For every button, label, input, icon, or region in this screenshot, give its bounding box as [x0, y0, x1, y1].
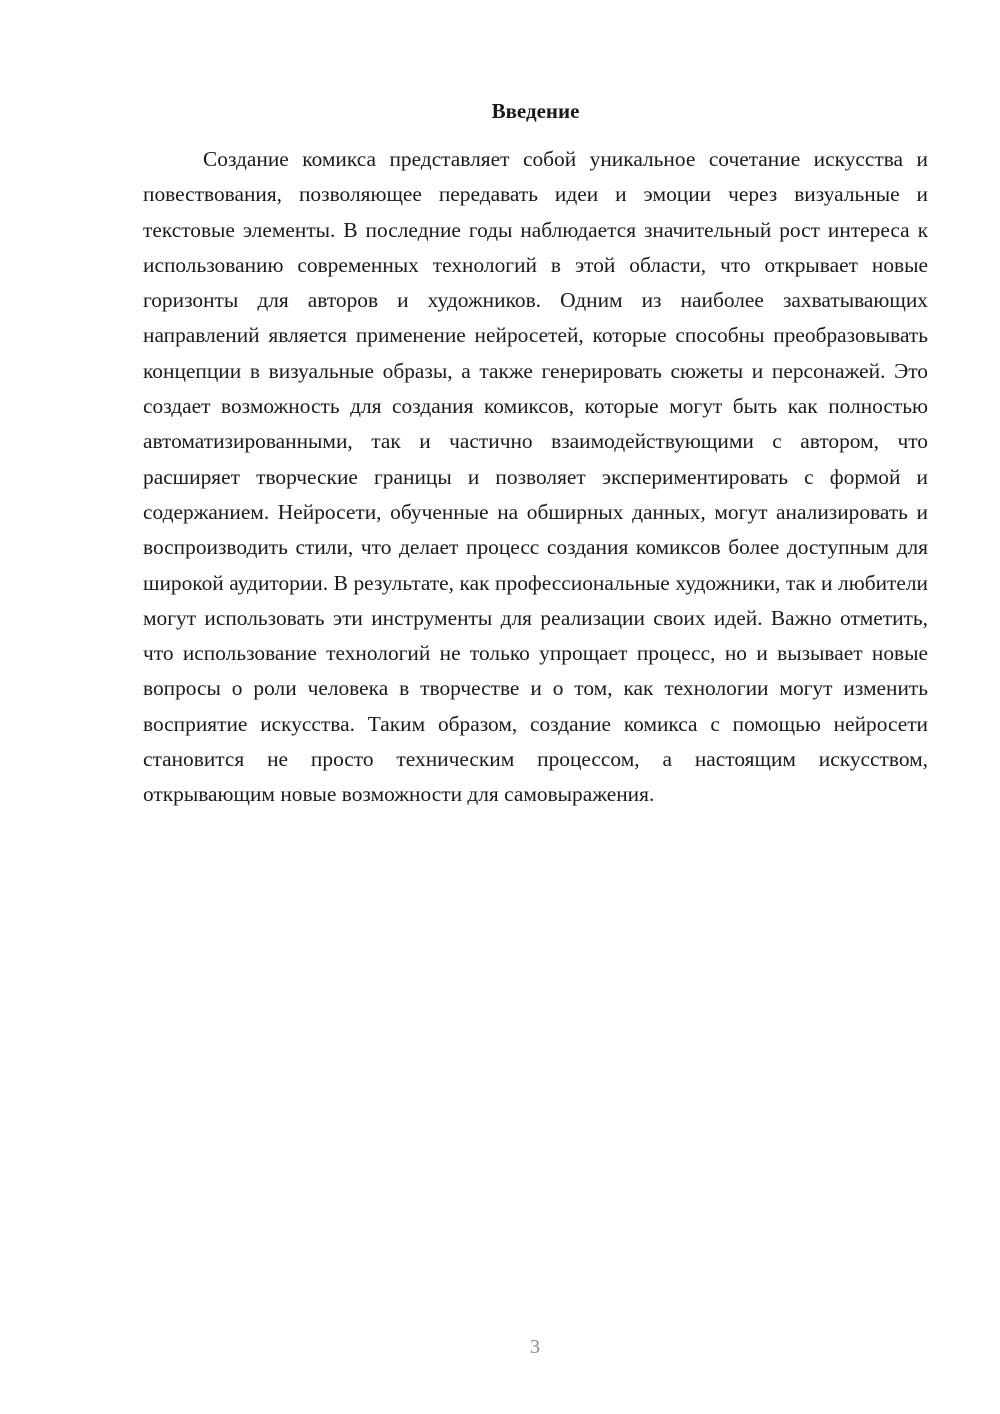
section-heading: Введение	[491, 99, 580, 123]
body-paragraph: Создание комикса представляет собой уникальное сочетание искусства и повествования, позволяющее передавать идеи и эмоции через визуальные и текстовые элементы. В последние годы наблюдается значительный рост интереса к использованию современных технологий в этой области, что открывает новые горизонты для авторов и художников. Одним из наиболее захватывающих направлений является применение нейросетей, которые способны преобразовывать концепции в визуальные образы, а также генерировать сюжеты и персонажей. Это создает возможность для создания комиксов, которые могут быть как полностью автоматизированными, так и частично взаимодействующими с автором, что расширяет творческие границы и позволяет экспериментировать с формой и содержанием. Нейросети, обученные на обширных данных, могут анализировать и воспроизводить стили, что делает процесс создания комиксов более доступным для широкой аудитории. В результате, как профессиональные художники, так и любители могут использовать эти инструменты для реализации своих идей. Важно отметить, что использование технологий не только упрощает процесс, но и вызывает новые вопросы о роли человека в творчестве и о том, как технологии могут изменить восприятие искусства. Таким образом, создание комикса с помощью нейросети становится не просто техническим процессом, а настоящим искусством, открывающим новые возможности для самовыражения.	[143, 147, 928, 807]
page-number: 3	[530, 1336, 540, 1358]
